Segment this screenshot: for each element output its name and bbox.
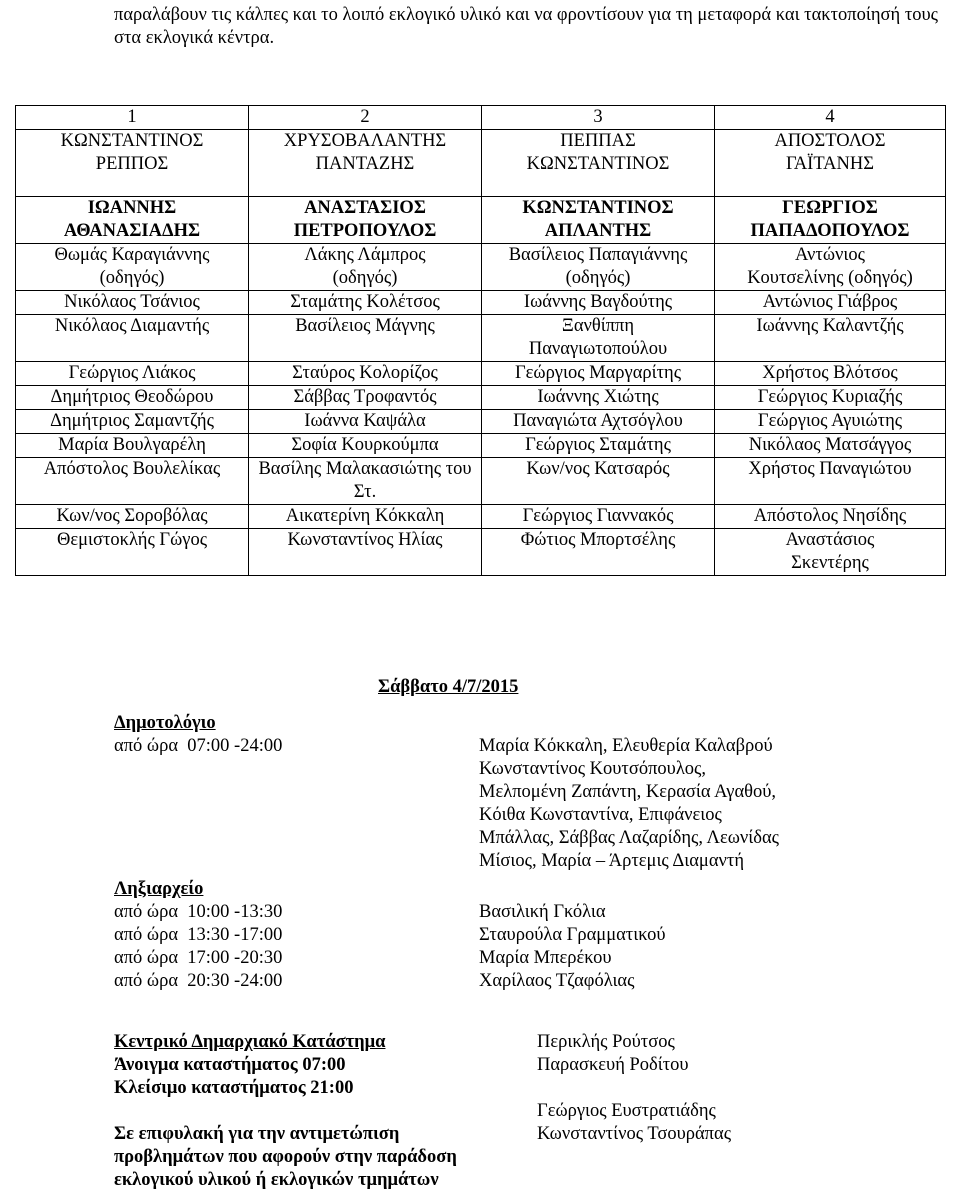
table-row: [16, 434, 946, 458]
cell-line: ΚΩΝΣΤΑΝΤΙΝΟΣ: [60, 131, 204, 151]
table-cell: [16, 362, 249, 386]
katastima-title: Κεντρικό Δημαρχιακό Κατάστημα: [114, 1032, 386, 1052]
table-cell: [16, 291, 249, 315]
shift-time: [114, 970, 282, 993]
cell-line: Κων/νος Κατσαρός: [526, 459, 670, 479]
table-cell: [249, 386, 482, 410]
cell-line: Σταύρος Κολορίζος: [292, 363, 438, 383]
table-cell: [715, 291, 946, 315]
table-cell: [482, 458, 715, 505]
table-cell: [715, 362, 946, 386]
cell-line: Θωμάς Καραγιάννης: [54, 245, 210, 265]
cell-line: Κων/νος Σοροβόλας: [56, 506, 208, 526]
name-line: Μαρία Μπερέκου: [479, 948, 612, 968]
cell-line: Φώτιος Μπορτσέλης: [520, 530, 676, 550]
katastima-names: [537, 1031, 731, 1146]
cell-line: Γεώργιος Μαργαρίτης: [514, 363, 682, 383]
name-line: Περικλής Ρούτσος: [537, 1032, 675, 1052]
table-row: [16, 529, 946, 576]
lixiarxeio-times: [114, 901, 282, 993]
cell-line: Βασίλειος Παπαγιάννης: [508, 245, 688, 265]
opening-hours: Άνοιγμα καταστήματος 07:00: [114, 1055, 346, 1075]
cell-line: Χρήστος Παναγιώτου: [748, 459, 912, 479]
time-label: από ώρα: [114, 736, 179, 756]
cell-line: Βασίλης Μαλακασιώτης του: [258, 459, 472, 479]
cell-line: Μαρία Βουλγαρέλη: [58, 435, 206, 455]
table-cell: [482, 434, 715, 458]
name-line: Μαρία Κόκκαλη, Ελευθερία Καλαβρού: [479, 736, 773, 756]
cell-line: Σταμάτης Κολέτσος: [290, 292, 440, 312]
time-range: 07:00 -24:00: [187, 736, 283, 756]
cell-line: ΑΘΑΝΑΣΙΑΔΗΣ: [63, 221, 201, 241]
table-cell: [482, 529, 715, 576]
cell-line: ΑΠΛΑΝΤΗΣ: [544, 221, 652, 241]
date-heading: Σάββατο 4/7/2015: [378, 677, 519, 697]
cell-line: Θεμιστοκλής Γώγος: [56, 530, 208, 550]
table-cell: [715, 197, 946, 244]
table-cell: [249, 458, 482, 505]
table-cell: [482, 410, 715, 434]
cell-line: (οδηγός): [565, 268, 631, 288]
name-line: Γεώργιος Ευστρατιάδης: [537, 1101, 716, 1121]
cell-line: Ιωάννης Χιώτης: [537, 387, 659, 407]
table-cell: [715, 505, 946, 529]
cell-line: ΙΩΑΝΝΗΣ: [87, 198, 177, 218]
cell-line: Νικόλαος Διαμαντής: [54, 316, 210, 336]
cell-line: Αντώνιος Γιάβρος: [762, 292, 898, 312]
katastima-block: [114, 1031, 457, 1192]
table-cell: [715, 458, 946, 505]
assignment-table: [15, 105, 946, 576]
cell-line: Δημήτριος Θεοδώρου: [50, 387, 214, 407]
cell-line: Νικόλαος Τσάνιος: [64, 292, 200, 312]
name-line: Κωνσταντίνος Κουτσόπουλος,: [479, 759, 707, 779]
cell-line: ΠΑΠΑΔΟΠΟΥΛΟΣ: [750, 221, 910, 241]
cell-line: Αντώνιος: [795, 245, 865, 265]
cell-line: Αικατερίνη Κόκκαλη: [285, 506, 445, 526]
shift-time: [114, 901, 282, 924]
table-cell: [249, 529, 482, 576]
cell-line: ΠΕΤΡΟΠΟΥΛΟΣ: [293, 221, 437, 241]
table-row: [16, 505, 946, 529]
cell-line: Γεώργιος Λιάκος: [68, 363, 196, 383]
table-number-row: [16, 106, 946, 130]
cell-line: Στ.: [353, 482, 377, 502]
time-label: από ώρα: [114, 948, 179, 968]
table-cell: [249, 362, 482, 386]
cell-line: Γεώργιος Γιαννακός: [522, 506, 674, 526]
cell-line: Γεώργιος Αγυιώτης: [757, 411, 903, 431]
cell-line: Απόστολος Βουλελίκας: [43, 459, 221, 479]
table-cell: 4: [715, 106, 946, 130]
cell-line: ΚΩΝΣΤΑΝΤΙΝΟΣ: [526, 154, 670, 174]
table-cell: [16, 386, 249, 410]
dimotologio-names: [479, 735, 779, 873]
cell-line: Νικόλαος Ματσάγγος: [748, 435, 912, 455]
table-row: [16, 291, 946, 315]
cell-line: Δημήτριος Σαμαντζής: [50, 411, 214, 431]
cell-line: ΓΕΩΡΓΙΟΣ: [782, 198, 878, 218]
table-cell: [715, 244, 946, 291]
table-cell: [715, 410, 946, 434]
time-label: από ώρα: [114, 971, 179, 991]
closing-hours: Κλείσιμο καταστήματος 21:00: [114, 1078, 354, 1098]
table-cell: [249, 505, 482, 529]
time-label: από ώρα: [114, 902, 179, 922]
cell-line: ΑΠΟΣΤΟΛΟΣ: [774, 131, 886, 151]
table-cell: 3: [482, 106, 715, 130]
table-row: [16, 315, 946, 362]
name-line: Χαρίλαος Τζαφόλιας: [479, 971, 635, 991]
table-cell: [16, 130, 249, 197]
cell-line: Ιωάννης Καλαντζής: [756, 316, 904, 336]
cell-line: (οδηγός): [99, 268, 165, 288]
cell-line: Χρήστος Βλότσος: [762, 363, 898, 383]
table-subhead-row: [16, 197, 946, 244]
table-head-row: [16, 130, 946, 197]
table-cell: [16, 529, 249, 576]
cell-line: Απόστολος Νησίδης: [753, 506, 907, 526]
table-cell: [482, 244, 715, 291]
name-line: Μίσιος, Μαρία – Άρτεμις Διαμαντή: [479, 851, 744, 871]
cell-line: ΑΝΑΣΤΑΣΙΟΣ: [304, 198, 426, 218]
table-cell: [715, 315, 946, 362]
table-cell: [16, 410, 249, 434]
table-row: [16, 458, 946, 505]
intro-paragraph: παραλάβουν τις κάλπες και το λοιπό εκλογικό υλικό και να φροντίσουν για τη μεταφορά και τακτοποίησή τους στα εκλογικά κέντρα.: [114, 5, 938, 48]
table-cell: [482, 291, 715, 315]
standby-note-line: Σε επιφυλακή για την αντιμετώπιση: [114, 1124, 400, 1144]
table-cell: 1: [16, 106, 249, 130]
cell-line: Κουτσελίνης (οδηγός): [747, 268, 913, 288]
standby-note-line: εκλογικού υλικού ή εκλογικών τμημάτων: [114, 1170, 439, 1190]
name-line: Μπάλλας, Σάββας Λαζαρίδης, Λεωνίδας: [479, 828, 779, 848]
table-cell: [16, 315, 249, 362]
table-cell: [715, 130, 946, 197]
time-range: 10:00 -13:30: [187, 902, 283, 922]
shift-time: [114, 947, 282, 970]
cell-line: Αναστάσιος: [785, 530, 875, 550]
shift-time: [114, 924, 282, 947]
time-range: 13:30 -17:00: [187, 925, 283, 945]
cell-line: (οδηγός): [332, 268, 398, 288]
table-cell: [16, 244, 249, 291]
cell-line: Γεώργιος Σταμάτης: [525, 435, 671, 455]
cell-line: Σκεντέρης: [791, 553, 869, 573]
cell-line: Κωνσταντίνος Ηλίας: [287, 530, 443, 550]
table-row: [16, 362, 946, 386]
table-cell: [482, 130, 715, 197]
lixiarxeio-names: [479, 901, 666, 993]
time-label: από ώρα: [114, 925, 179, 945]
table-driver-row: [16, 244, 946, 291]
table-cell: 2: [249, 106, 482, 130]
cell-line: ΚΩΝΣΤΑΝΤΙΝΟΣ: [522, 198, 674, 218]
time-range: 17:00 -20:30: [187, 948, 283, 968]
cell-line: Σοφία Κουρκούμπα: [291, 435, 439, 455]
table-cell: [249, 197, 482, 244]
table-cell: [249, 291, 482, 315]
table-cell: [16, 197, 249, 244]
table-row: [16, 410, 946, 434]
table-row: [16, 386, 946, 410]
table-cell: [482, 386, 715, 410]
table-cell: [482, 362, 715, 386]
cell-line: Ξανθίππη: [561, 316, 635, 336]
cell-line: Σάββας Τροφαντός: [293, 387, 437, 407]
cell-line: Παναγιωτοπούλου: [528, 339, 668, 359]
cell-line: Ιωάννα Καψάλα: [304, 411, 426, 431]
cell-line: Λάκης Λάμπρος: [304, 245, 426, 265]
cell-line: Ιωάννης Βαγδούτης: [523, 292, 673, 312]
table-cell: [249, 315, 482, 362]
dimotologio-title: Δημοτολόγιο: [114, 713, 216, 733]
table-cell: [715, 434, 946, 458]
cell-line: ΠΑΝΤΑΖΗΣ: [315, 154, 415, 174]
cell-line: ΠΕΠΠΑΣ: [560, 131, 636, 151]
table-cell: [715, 386, 946, 410]
table-cell: [249, 130, 482, 197]
table-cell: [249, 434, 482, 458]
table-cell: [249, 244, 482, 291]
cell-line: Βασίλειος Μάγνης: [295, 316, 435, 336]
table-cell: [16, 458, 249, 505]
table-cell: [482, 315, 715, 362]
cell-line: Παναγιώτα Αχτσόγλου: [513, 411, 683, 431]
table-cell: [16, 434, 249, 458]
name-line: Παρασκευή Ροδίτου: [537, 1055, 689, 1075]
cell-line: ΓΑΪΤΑΝΗΣ: [785, 154, 875, 174]
name-line: Βασιλική Γκόλια: [479, 902, 606, 922]
lixiarxeio-title: Ληξιαρχείο: [114, 879, 204, 899]
cell-line: ΧΡΥΣΟΒΑΛΑΝΤΗΣ: [283, 131, 447, 151]
table-cell: [715, 529, 946, 576]
name-line: Μελπομένη Ζαπάντη, Κερασία Αγαθού,: [479, 782, 777, 802]
standby-note-line: προβλημάτων που αφορούν στην παράδοση: [114, 1147, 457, 1167]
table-cell: [16, 505, 249, 529]
name-line: Σταυρούλα Γραμματικού: [479, 925, 666, 945]
dimotologio-time-row: [114, 735, 282, 758]
time-range: 20:30 -24:00: [187, 971, 283, 991]
cell-line: ΡΕΠΠΟΣ: [95, 154, 169, 174]
name-line: Κόιθα Κωνσταντίνα, Επιφάνειος: [479, 805, 722, 825]
name-line: Κωνσταντίνος Τσουράπας: [537, 1124, 732, 1144]
table-cell: [482, 505, 715, 529]
cell-line: Γεώργιος Κυριαζής: [757, 387, 903, 407]
table-cell: [482, 197, 715, 244]
table-cell: [249, 410, 482, 434]
